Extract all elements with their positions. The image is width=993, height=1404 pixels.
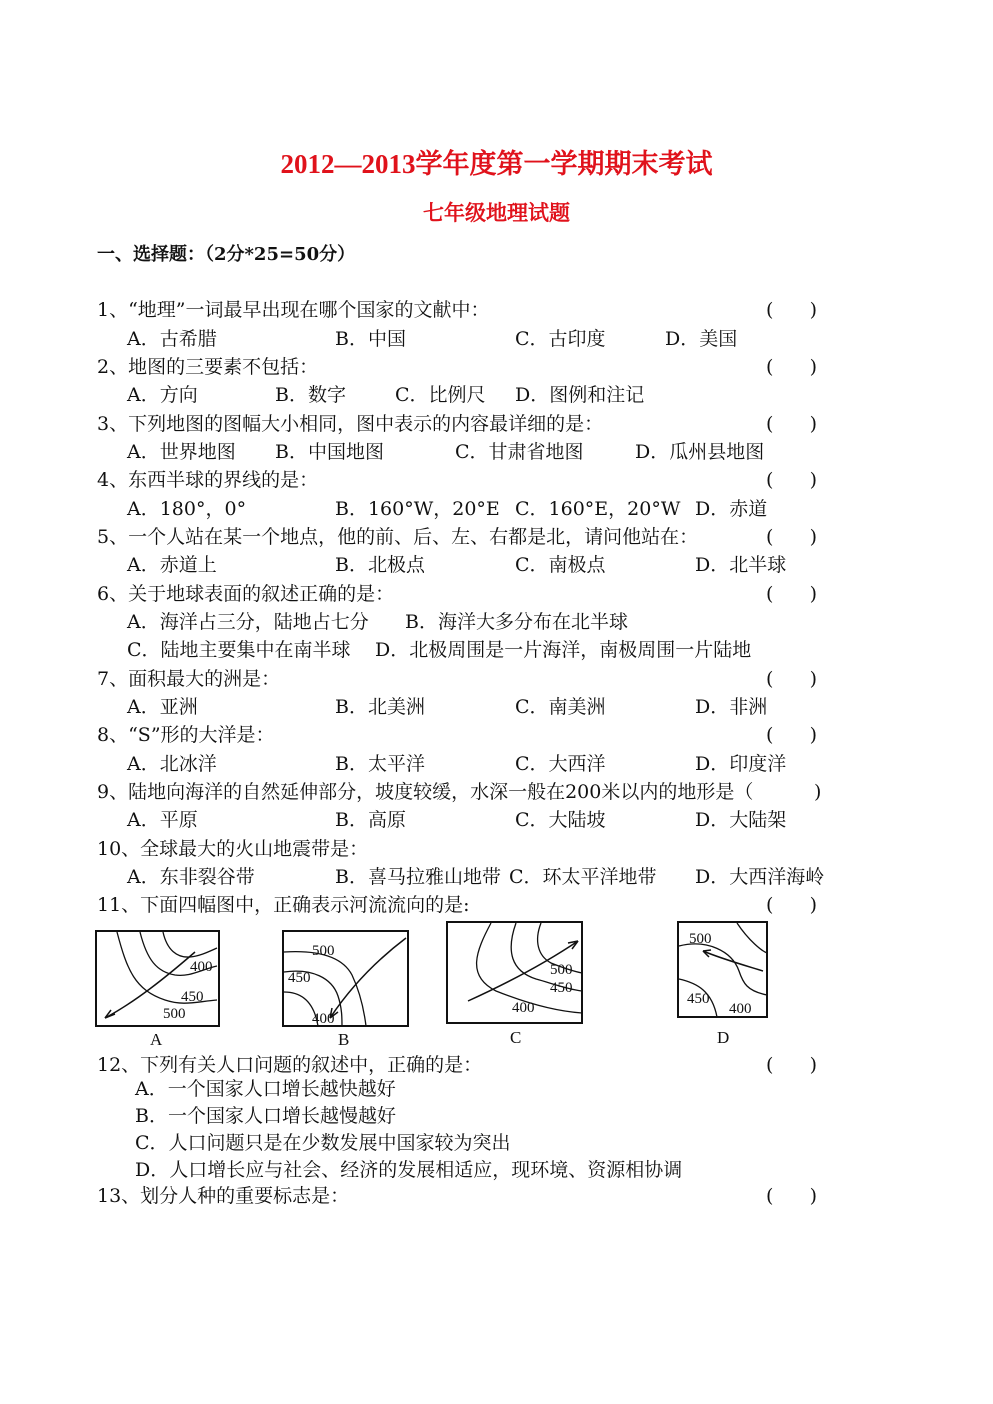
contour-label: 450 [288, 970, 311, 986]
q7-option-d: D．非洲 [695, 696, 768, 718]
q4-option-b: B．160°W，20°E [335, 498, 500, 520]
q7-option-a: A．亚洲 [127, 696, 198, 718]
question-11-stem: 11、下面四幅图中，正确表示河流流向的是: [97, 894, 470, 916]
contour-label: 500 [550, 962, 573, 978]
q1-option-a: A．古希腊 [127, 328, 217, 350]
figure-label-d: D [717, 1028, 730, 1047]
q1-option-c: C．古印度 [515, 328, 606, 350]
q4-option-a: A．180°，0° [127, 498, 247, 520]
answer-blank-12[interactable]: ( ) [766, 1054, 818, 1076]
contour-label: 400 [190, 959, 213, 975]
q8-option-b: B．太平洋 [335, 753, 425, 775]
q6-option-c: C．陆地主要集中在南半球 [127, 639, 351, 661]
question-2-stem: 2、地图的三要素不包括： [97, 356, 319, 378]
q1-option-b: B．中国 [335, 328, 406, 350]
figure-label-b: B [338, 1030, 350, 1049]
q3-option-d: D．瓜州县地图 [635, 441, 765, 463]
question-4-stem: 4、东西半球的界线的是： [97, 469, 319, 491]
contour-label: 500 [689, 931, 712, 947]
figure-label-a: A [150, 1030, 163, 1049]
q3-option-c: C．甘肃省地图 [455, 441, 584, 463]
q3-option-a: A．世界地图 [127, 441, 236, 463]
answer-blank-5[interactable]: ( ) [766, 526, 818, 548]
contour-label: 500 [163, 1006, 186, 1022]
q12-option-a: A．一个国家人口增长越快越好 [135, 1078, 396, 1100]
q12-option-b: B．一个国家人口增长越慢越好 [135, 1105, 396, 1127]
q5-option-c: C．南极点 [515, 554, 606, 576]
q6-option-b: B．海洋大多分布在北半球 [405, 611, 628, 633]
q5-option-b: B．北极点 [335, 554, 425, 576]
answer-blank-8[interactable]: ( ) [766, 724, 818, 746]
q6-option-a: A．海洋占三分，陆地占七分 [127, 611, 369, 633]
answer-blank-2[interactable]: ( ) [766, 356, 818, 378]
contour-map-c [446, 921, 584, 1025]
q10-option-d: D．大西洋海岭 [695, 866, 825, 888]
question-1-stem: 1、“地理”一词最早出现在哪个国家的文献中： [97, 299, 490, 321]
question-13-stem: 13、划分人种的重要标志是： [97, 1185, 350, 1207]
contour-label: 400 [729, 1001, 752, 1017]
contour-label: 450 [687, 991, 710, 1007]
q2-option-b: B．数字 [275, 384, 346, 406]
q3-option-b: B．中国地图 [275, 441, 384, 463]
q9-option-c: C．大陆坡 [515, 809, 606, 831]
q8-option-a: A．北冰洋 [127, 753, 217, 775]
contour-label: 500 [312, 943, 335, 959]
contour-map-a [95, 930, 221, 1028]
q1-option-d: D．美国 [665, 328, 738, 350]
answer-blank-9-close[interactable]: ) [814, 781, 822, 803]
answer-blank-7[interactable]: ( ) [766, 668, 818, 690]
q9-option-d: D．大陆架 [695, 809, 787, 831]
question-10-stem: 10、全球最大的火山地震带是： [97, 838, 369, 860]
figure-label-c: C [510, 1028, 522, 1047]
q9-option-b: B．高原 [335, 809, 406, 831]
q12-option-d: D．人口增长应与社会、经济的发展相适应，现环境、资源相协调 [135, 1159, 683, 1181]
q8-option-d: D．印度洋 [695, 753, 787, 775]
contour-label: 400 [512, 1000, 535, 1016]
contour-label: 400 [312, 1011, 335, 1027]
question-6-stem: 6、关于地球表面的叙述正确的是： [97, 583, 395, 605]
q2-option-d: D．图例和注记 [515, 384, 645, 406]
contour-label: 450 [181, 989, 204, 1005]
q8-option-c: C．大西洋 [515, 753, 606, 775]
exam-subtitle: 七年级地理试题 [423, 200, 570, 225]
q4-option-c: C．160°E，20°W [515, 498, 681, 520]
q10-option-a: A．东非裂谷带 [127, 866, 255, 888]
q10-option-c: C．环太平洋地带 [509, 866, 657, 888]
contour-map-d [677, 921, 769, 1019]
q7-option-b: B．北美洲 [335, 696, 425, 718]
contour-map-b [282, 930, 410, 1028]
q6-option-d: D．北极周围是一片海洋，南极周围一片陆地 [375, 639, 752, 661]
contour-label: 450 [550, 980, 573, 996]
q5-option-d: D．北半球 [695, 554, 787, 576]
q7-option-c: C．南美洲 [515, 696, 606, 718]
question-12-stem: 12、下列有关人口问题的叙述中，正确的是： [97, 1054, 483, 1076]
q2-option-a: A．方向 [127, 384, 198, 406]
section-heading: 一、选择题：（2分*25=50分） [97, 244, 356, 265]
question-7-stem: 7、面积最大的洲是： [97, 668, 281, 690]
question-8-stem: 8、“S”形的大洋是： [97, 724, 275, 746]
q2-option-c: C．比例尺 [395, 384, 486, 406]
answer-blank-4[interactable]: ( ) [766, 469, 818, 491]
answer-blank-1[interactable]: ( ) [766, 299, 818, 321]
answer-blank-3[interactable]: ( ) [766, 413, 818, 435]
answer-blank-13[interactable]: ( ) [766, 1185, 818, 1207]
q5-option-a: A．赤道上 [127, 554, 217, 576]
q4-option-d: D．赤道 [695, 498, 768, 520]
q12-option-c: C．人口问题只是在少数发展中国家较为突出 [135, 1132, 511, 1154]
answer-blank-11[interactable]: ( ) [766, 894, 818, 916]
question-3-stem: 3、下列地图的图幅大小相同，图中表示的内容最详细的是： [97, 413, 604, 435]
exam-title: 2012—2013学年度第一学期期末考试 [280, 149, 713, 179]
q9-option-a: A．平原 [127, 809, 198, 831]
question-5-stem: 5、一个人站在某一个地点，他的前、后、左、右都是北，请问他站在： [97, 526, 699, 548]
question-9-stem: 9、陆地向海洋的自然延伸部分，坡度较缓，水深一般在200米以内的地形是（ [97, 781, 754, 803]
q10-option-b: B．喜马拉雅山地带 [335, 866, 501, 888]
answer-blank-6[interactable]: ( ) [766, 583, 818, 605]
